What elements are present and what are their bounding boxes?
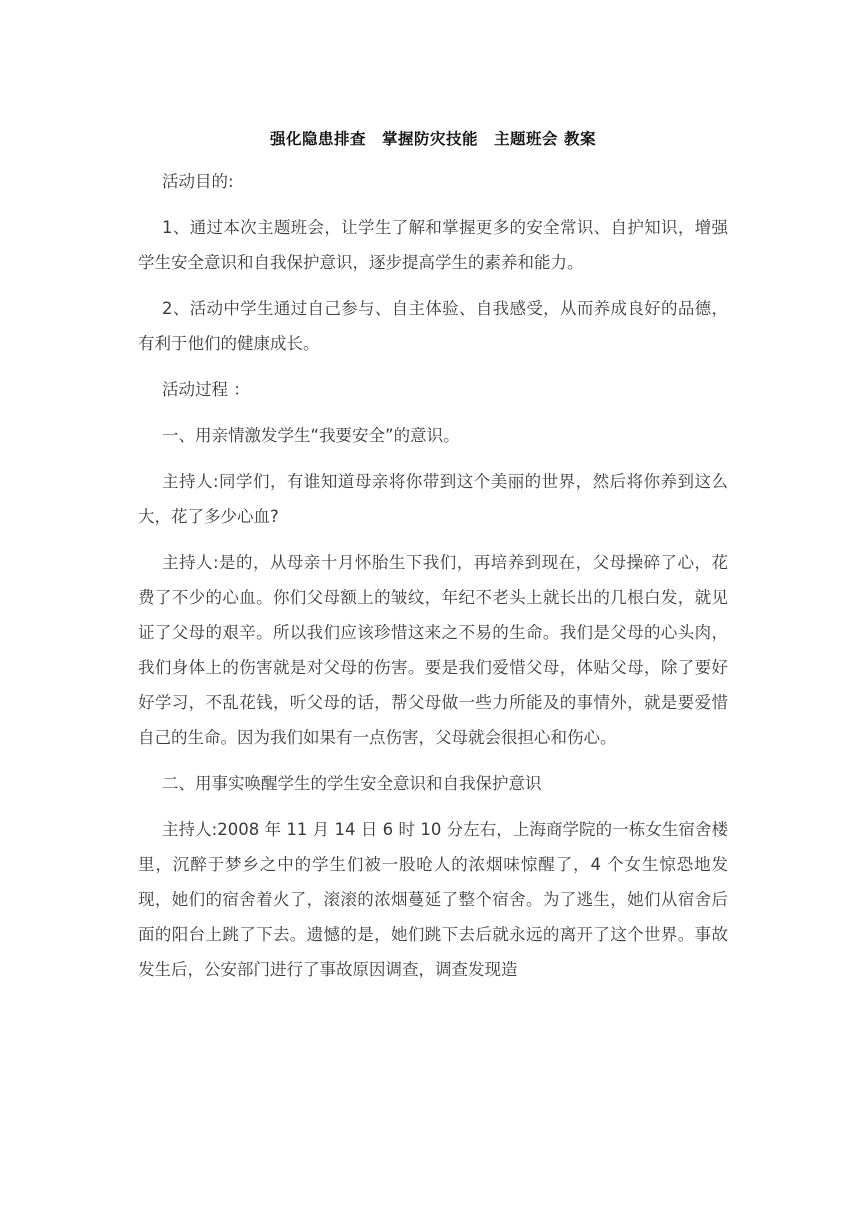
paragraph-section-2-heading: 二、用事实唤醒学生的学生安全意识和自我保护意识	[162, 774, 542, 793]
document-body	[138, 126, 728, 987]
document-title: 强化隐患排查 掌握防灾技能 主题班会 教案	[270, 130, 596, 148]
paragraph-section-1-heading: 一、用亲情激发学生“我要安全”的意识。	[162, 426, 460, 445]
paragraph-host-case: 主持人:2008 年 11 月 14 日 6 时 10 分左右，上海商学院的一栋女生宿舍楼里，沉醉于梦乡之中的学生们被一股呛人的浓烟味惊醒了，4 个女生惊恐地发现，她们的宿舍着火了，滚滚的浓烟蔓延了整个宿舍。为了逃生，她们从宿舍后面的阳台上跳了下去。遗憾的是，她们跳下去后就永远的离开了这个世界。事故发生后，公安部门进行了事故原因调查，调查发现造	[138, 820, 728, 979]
paragraph-goal-2: 2、活动中学生通过自己参与、自主体验、自我感受，从而养成良好的品德，有利于他们的健康成长。	[138, 299, 728, 353]
paragraph-activity-goal-heading: 活动目的:	[162, 172, 234, 191]
paragraph-host-question: 主持人:同学们，有谁知道母亲将你带到这个美丽的世界，然后将你养到这么大，花了多少心血?	[138, 472, 728, 526]
paragraph-activity-process-heading: 活动过程 ：	[162, 380, 250, 399]
paragraph-goal-1: 1、通过本次主题班会，让学生了解和掌握更多的安全常识、自护知识，增强学生安全意识和自我保护意识，逐步提高学生的素养和能力。	[138, 218, 728, 272]
paragraph-host-answer: 主持人:是的，从母亲十月怀胎生下我们，再培养到现在，父母操碎了心，花费了不少的心血。你们父母额上的皱纹，年纪不老头上就长出的几根白发，就见证了父母的艰辛。所以我们应该珍惜这来之不易的生命。我们是父母的心头肉，我们身体上的伤害就是对父母的伤害。要是我们爱惜父母，体贴父母，除了要好好学习，不乱花钱，听父母的话，帮父母做一些力所能及的事情外，就是要爱惜自己的生命。因为我们如果有一点伤害，父母就会很担心和伤心。	[138, 553, 728, 747]
